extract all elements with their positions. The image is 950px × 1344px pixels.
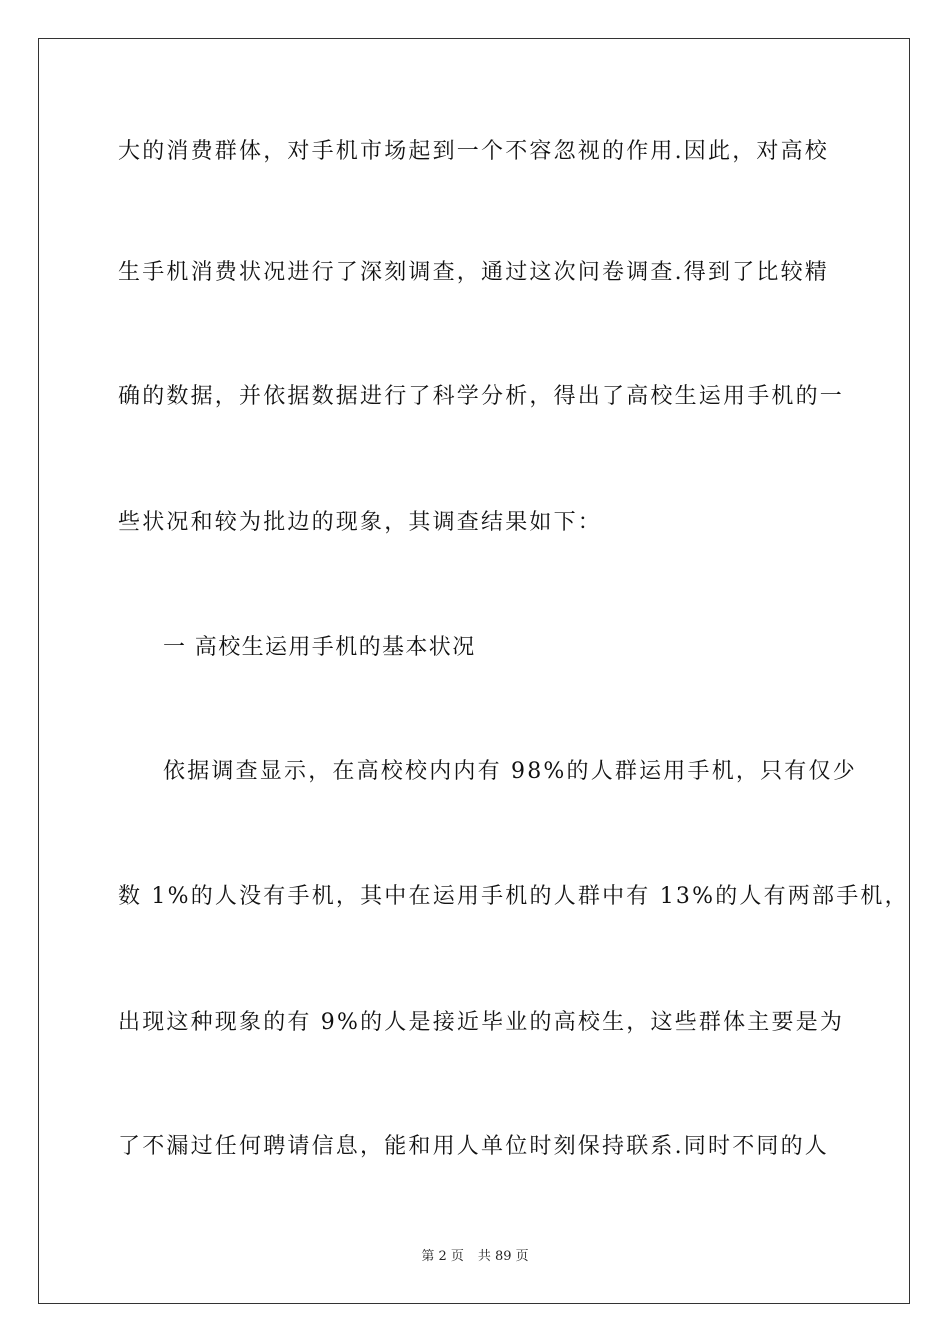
body-line-4: 了不漏过任何聘请信息，能和用人单位时刻保持联系.同时不同的人 bbox=[118, 1134, 829, 1159]
section-heading: 一 高校生运用手机的基本状况 bbox=[163, 635, 476, 660]
paragraph-line-1: 大的消费群体，对手机市场起到一个不容忽视的作用.因此，对高校 bbox=[118, 139, 829, 164]
paragraph-line-4: 些状况和较为批边的现象，其调查结果如下： bbox=[118, 510, 603, 535]
body-line-3: 出现这种现象的有 9%的人是接近毕业的高校生，这些群体主要是为 bbox=[118, 1010, 845, 1035]
page-total: 共 89 页 bbox=[477, 1249, 529, 1264]
paragraph-line-3: 确的数据，并依据数据进行了科学分析，得出了高校生运用手机的一 bbox=[118, 384, 845, 409]
page-border bbox=[38, 38, 910, 1304]
page-number: 第 2 页 bbox=[421, 1249, 464, 1264]
body-line-1: 依据调查显示，在高校校内内有 98%的人群运用手机，只有仅少 bbox=[163, 759, 857, 784]
page-footer bbox=[0, 1248, 950, 1266]
paragraph-line-2: 生手机消费状况进行了深刻调查，通过这次问卷调查.得到了比较精 bbox=[118, 260, 829, 285]
body-line-2: 数 1%的人没有手机，其中在运用手机的人群中有 13%的人有两部手机， bbox=[118, 884, 909, 909]
